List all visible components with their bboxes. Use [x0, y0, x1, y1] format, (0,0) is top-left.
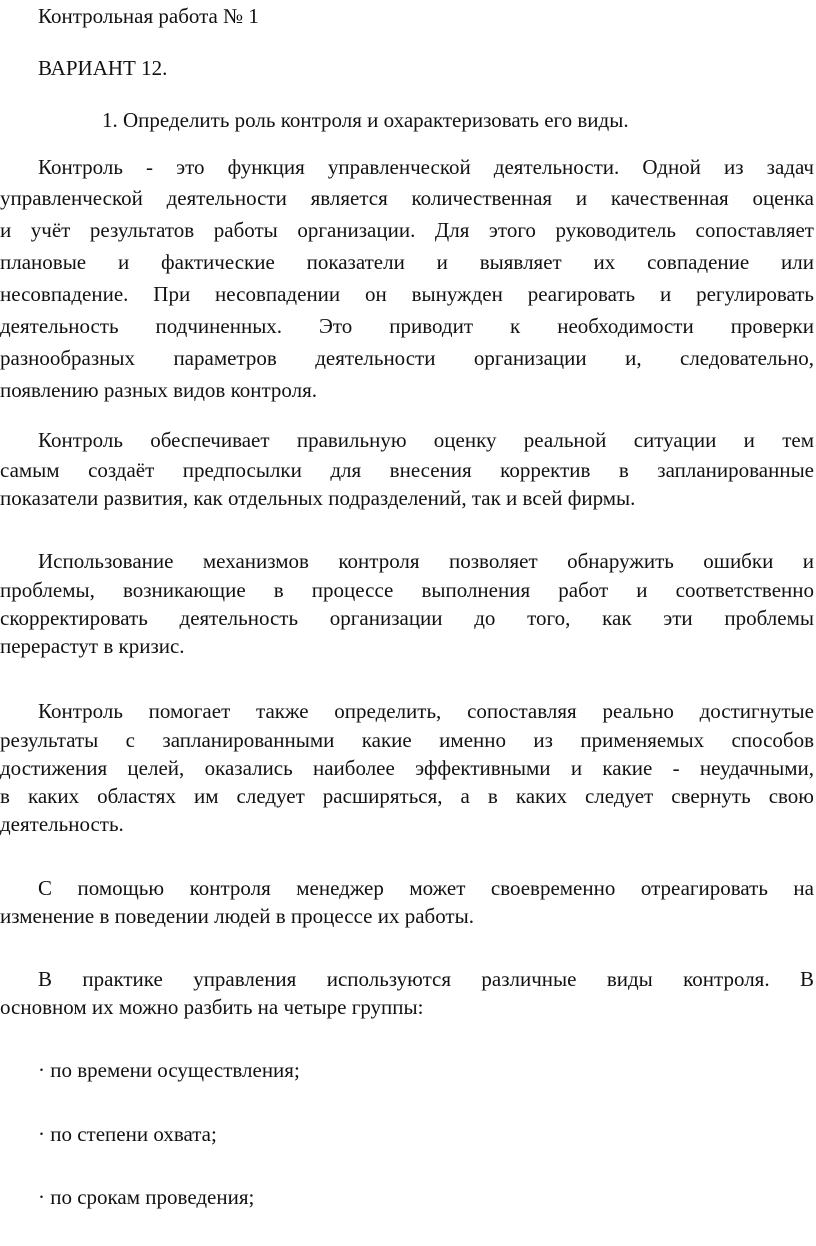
paragraph-3-line-4: перерастут в кризис.: [0, 634, 185, 658]
paragraph-4-line-3: достижения целей, оказались наиболее эффективными и какие - неудачными,: [0, 756, 814, 780]
paragraph-4-line-4: в каких областях им следует расширяться, а в каких следует свернуть свою: [0, 784, 814, 808]
paragraph-4-line-1: Контроль помогает также определить, сопоставляя реально достигнутые: [38, 699, 814, 723]
paragraph-1-line-8: появлению разных видов контроля.: [0, 378, 317, 402]
paragraph-4-line-2: результаты с запланированными какие именно из применяемых способов: [0, 728, 814, 752]
paragraph-2-line-2: самым создаёт предпосылки для внесения корректив в запланированные: [0, 458, 814, 482]
paragraph-6-line-2: основном их можно разбить на четыре группы:: [0, 995, 424, 1019]
task-heading: 1. Определить роль контроля и охарактеризовать его виды.: [102, 108, 629, 132]
list-item-2: · по степени охвата;: [38, 1122, 217, 1146]
paragraph-2-line-3: показатели развития, как отдельных подразделений, так и всей фирмы.: [0, 486, 636, 510]
paragraph-3-line-3: скорректировать деятельность организации до того, как эти проблемы: [0, 606, 814, 630]
document-title: Контрольная работа № 1: [38, 4, 259, 28]
variant-label: ВАРИАНТ 12.: [38, 56, 168, 80]
paragraph-1-line-4: плановые и фактические показатели и выявляет их совпадение или: [0, 250, 814, 274]
paragraph-1-line-2: управленческой деятельности является количественная и качественная оценка: [0, 186, 814, 210]
paragraph-3-line-1: Использование механизмов контроля позволяет обнаружить ошибки и: [38, 549, 814, 573]
paragraph-5-line-2: изменение в поведении людей в процессе их работы.: [0, 904, 474, 928]
paragraph-2-line-1: Контроль обеспечивает правильную оценку реальной ситуации и тем: [38, 428, 814, 452]
paragraph-4-line-5: деятельность.: [0, 812, 124, 836]
paragraph-1-line-5: несовпадение. При несовпадении он вынужден реагировать и регулировать: [0, 282, 814, 306]
paragraph-1-line-7: разнообразных параметров деятельности организации и, следовательно,: [0, 346, 814, 370]
list-item-3: · по срокам проведения;: [38, 1185, 255, 1209]
paragraph-1-line-6: деятельность подчиненных. Это приводит к необходимости проверки: [0, 314, 814, 338]
paragraph-1-line-1: Контроль - это функция управленческой деятельности. Одной из задач: [38, 155, 814, 179]
paragraph-1-line-3: и учёт результатов работы организации. Для этого руководитель сопоставляет: [0, 218, 814, 242]
paragraph-5-line-1: С помощью контроля менеджер может своевременно отреагировать на: [38, 876, 814, 900]
list-item-1: · по времени осуществления;: [38, 1058, 300, 1082]
paragraph-6-line-1: В практике управления используются различные виды контроля. В: [38, 967, 814, 991]
paragraph-3-line-2: проблемы, возникающие в процессе выполнения работ и соответственно: [0, 578, 814, 602]
